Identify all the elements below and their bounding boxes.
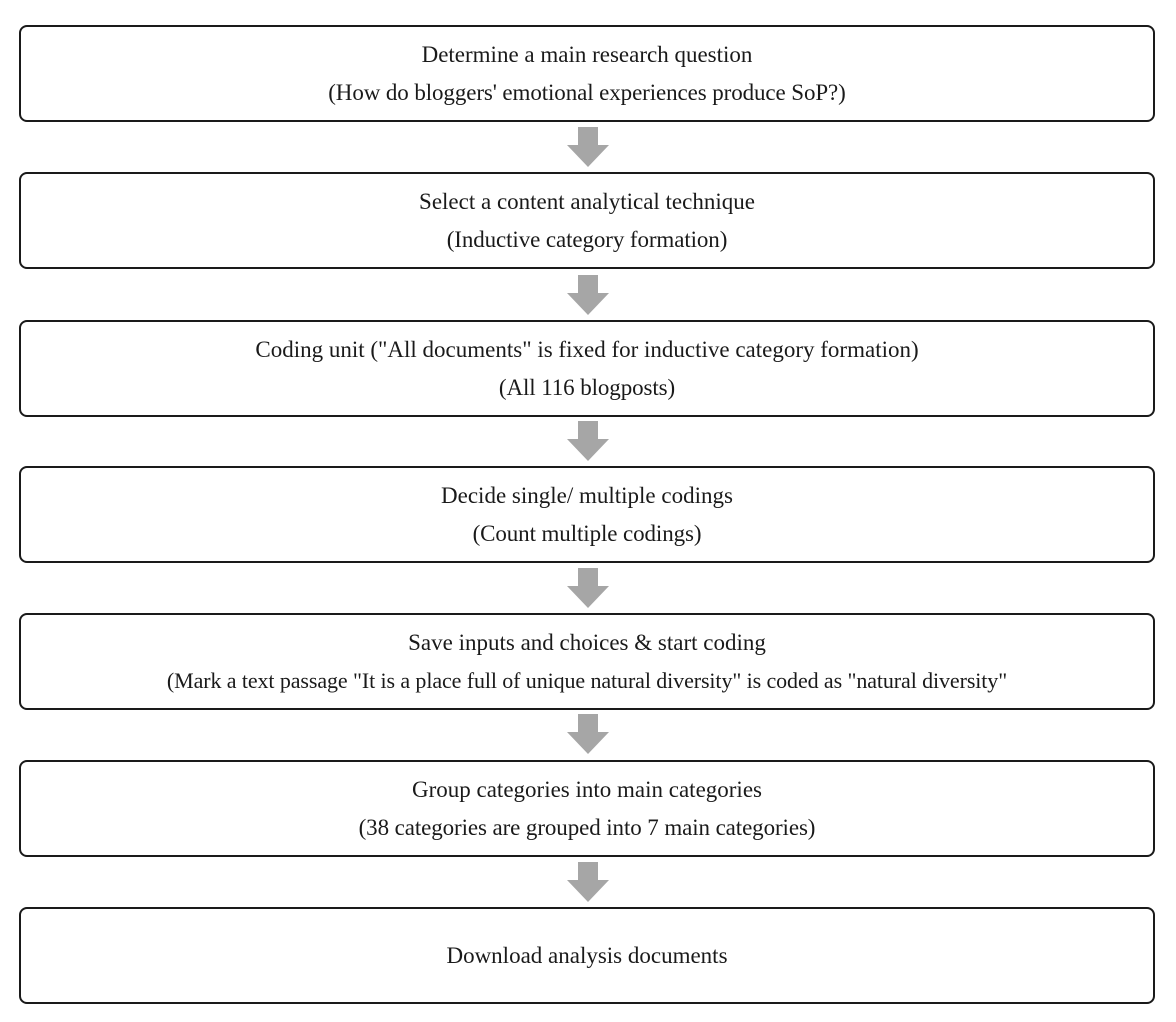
step-research-question (19, 25, 1155, 122)
step-title: Group categories into main categories (412, 776, 762, 802)
step-single-multiple-codings (19, 466, 1155, 563)
down-arrow-icon (567, 568, 609, 608)
step-title: Download analysis documents (446, 942, 728, 968)
step-detail: (All 116 blogposts) (498, 374, 676, 400)
step-title: Coding unit ("All documents" is fixed for inductive category formation) (255, 336, 919, 362)
step-detail: (Inductive category formation) (446, 226, 728, 252)
step-group-categories (19, 760, 1155, 857)
step-analytical-technique (19, 172, 1155, 269)
step-title: Save inputs and choices & start coding (408, 629, 766, 655)
step-coding-unit (19, 320, 1155, 417)
down-arrow-icon (567, 421, 609, 461)
down-arrow-icon (567, 275, 609, 315)
step-download-documents (19, 907, 1155, 1004)
step-detail: (38 categories are grouped into 7 main categories) (358, 814, 816, 840)
step-start-coding (19, 613, 1155, 710)
step-title: Select a content analytical technique (419, 188, 755, 214)
down-arrow-icon (567, 862, 609, 902)
down-arrow-icon (567, 714, 609, 754)
step-detail: (Count multiple codings) (472, 520, 702, 546)
step-detail: (Mark a text passage "It is a place full of unique natural diversity" is coded as "natural diversity" (166, 667, 1008, 693)
step-title: Determine a main research question (421, 41, 753, 67)
step-detail: (How do bloggers' emotional experiences produce SoP?) (328, 79, 846, 105)
down-arrow-icon (567, 127, 609, 167)
step-title: Decide single/ multiple codings (441, 482, 733, 508)
